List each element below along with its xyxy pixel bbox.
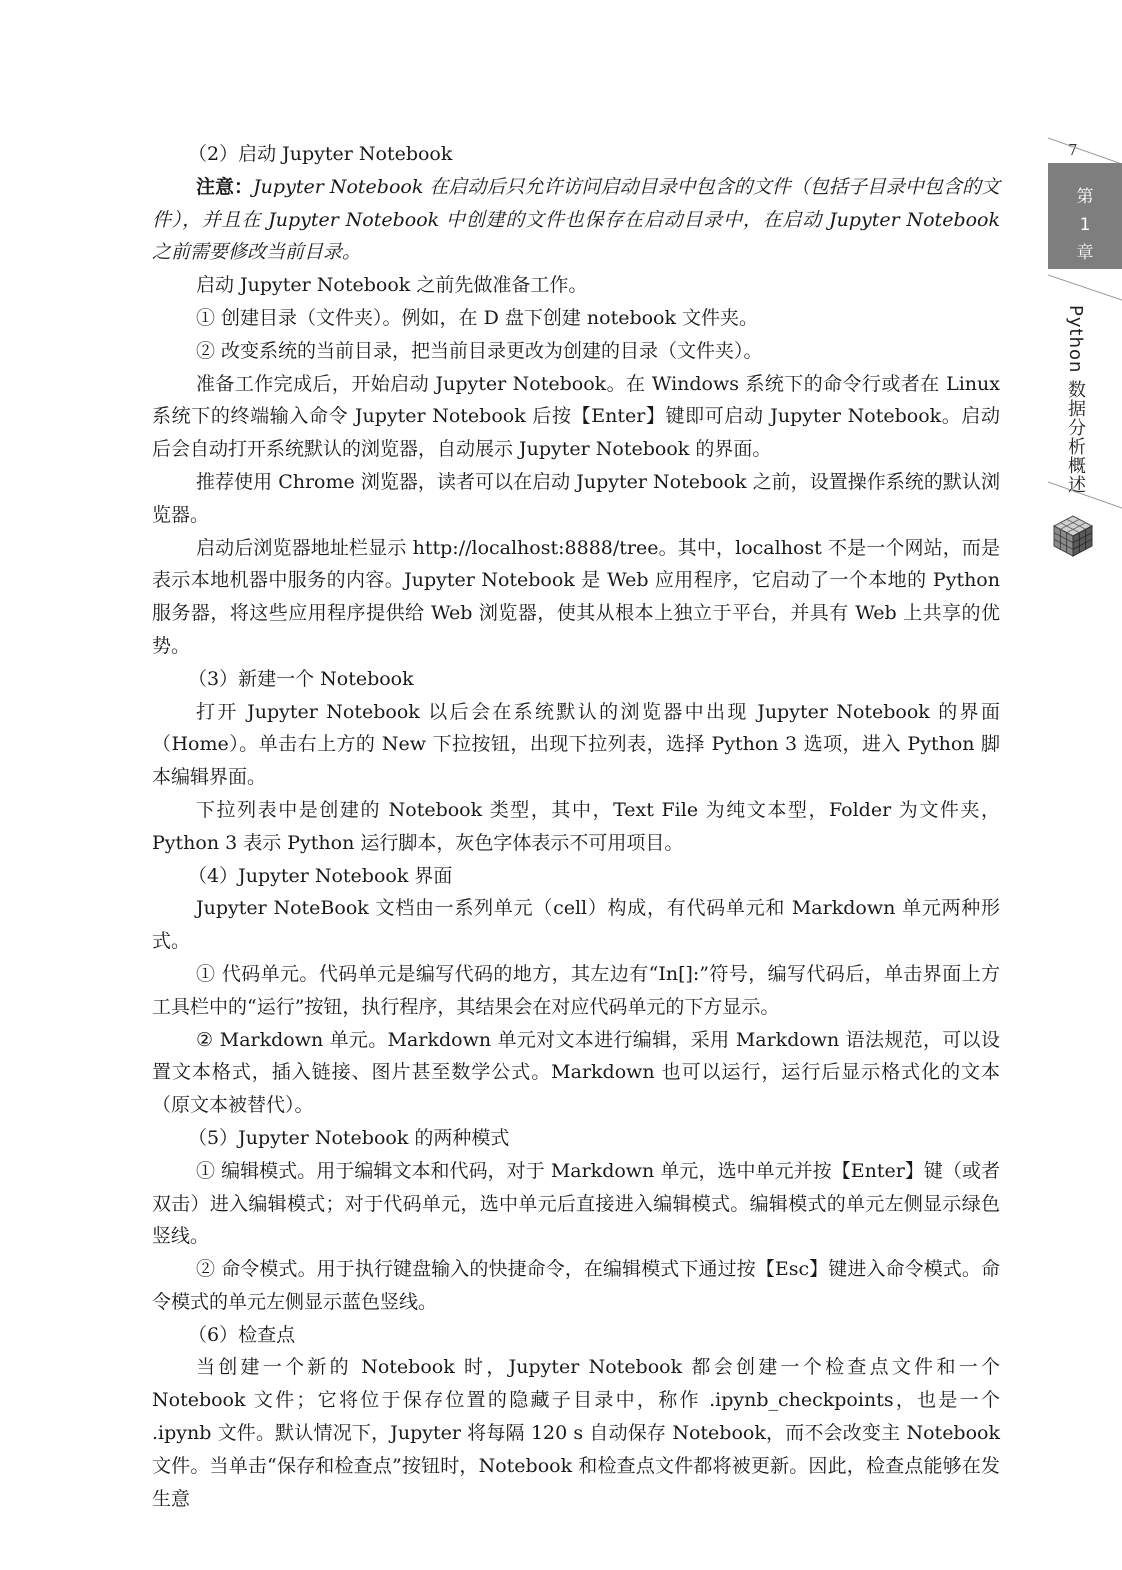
cube-logo-icon <box>1050 512 1096 558</box>
paragraph: 启动后浏览器地址栏显示 http://localhost:8888/tree。其中，localhost 不是一个网站，而是表示本地机器中服务的内容。Jupyter Notebook 是 Web 应用程序，它启动了一个本地的 Python 服务器，将这些应用程序提供给 Web 浏览器，使其从根本上独立于平台，并具有 Web 上共享的优势。 <box>152 536 1000 657</box>
list-item: ① 创建目录（文件夹）。例如，在 D 盘下创建 notebook 文件夹。 <box>196 306 759 329</box>
note-label: 注意： <box>196 175 254 198</box>
paragraph: 推荐使用 Chrome 浏览器，读者可以在启动 Jupyter Notebook 之前，设置操作系统的默认浏览器。 <box>152 470 1000 526</box>
list-item: ② 命令模式。用于执行键盘输入的快捷命令，在编辑模式下通过按【Esc】键进入命令模式。命令模式的单元左侧显示蓝色竖线。 <box>152 1258 1000 1313</box>
section-heading: （2）启动 Jupyter Notebook <box>188 143 453 165</box>
paragraph: 打开 Jupyter Notebook 以后会在系统默认的浏览器中出现 Jupyter Notebook 的界面（Home）。单击右上方的 New 下拉按钮，出现下拉列表，选择 Python 3 选项，进入 Python 脚本编辑界面。 <box>152 700 1000 789</box>
paragraph: 准备工作完成后，开始启动 Jupyter Notebook。在 Windows 系统下的命令行或者在 Linux 系统下的终端输入命令 Jupyter Notebook 后按【Enter】键即可启动 Jupyter Notebook。启动后会自动打开系统默认的浏览器，自动展示 Jupyter Notebook 的界面。 <box>152 372 1000 461</box>
chapter-tab-line: 第 <box>1076 187 1094 207</box>
note-paragraph <box>152 171 1000 269</box>
chapter-tab <box>1048 163 1122 269</box>
paragraph: 下拉列表中是创建的 Notebook 类型，其中，Text File 为纯文本型，Folder 为文件夹，Python 3 表示 Python 运行脚本，灰色字体表示不可用项目。 <box>152 798 1000 854</box>
list-item: ② Markdown 单元。Markdown 单元对文本进行编辑，采用 Markdown 语法规范，可以设置文本格式，插入链接、图片甚至数学公式。Markdown 也可以运行，运行后显示格式化的文本（原文本被替代）。 <box>152 1028 1000 1117</box>
list-item: ② 改变系统的当前目录，把当前目录更改为创建的目录（文件夹）。 <box>196 339 763 362</box>
paragraph: Jupyter NoteBook 文档由一系列单元（cell）构成，有代码单元和 Markdown 单元两种形式。 <box>152 897 1000 953</box>
chapter-title: Python 数据分析概述 <box>1065 305 1086 495</box>
paragraph: 启动 Jupyter Notebook 之前先做准备工作。 <box>196 274 588 297</box>
chapter-tab-line: 章 <box>1076 243 1094 263</box>
note-text: Jupyter Notebook 在启动后只允许访问启动目录中包含的文件（包括子目录中包含的文件），并且在 Jupyter Notebook 中创建的文件也保存在启动目录中，在启动 Jupyter Notebook 之前需要修改当前目录。 <box>152 175 1000 264</box>
page-body <box>152 138 1000 1515</box>
section-heading: （3）新建一个 Notebook <box>188 667 414 690</box>
chapter-tab-number: 1 <box>1079 215 1091 235</box>
page-number: 7 <box>1068 141 1078 159</box>
list-item: ① 编辑模式。用于编辑文本和代码，对于 Markdown 单元，选中单元并按【Enter】键（或者双击）进入编辑模式；对于代码单元，选中单元后直接进入编辑模式。编辑模式的单元左侧显示绿色竖线。 <box>152 1159 1000 1248</box>
section-heading: （5）Jupyter Notebook 的两种模式 <box>188 1126 510 1149</box>
section-heading: （4）Jupyter Notebook 界面 <box>188 864 453 887</box>
section-heading: （6）检查点 <box>188 1323 296 1346</box>
paragraph: 当创建一个新的 Notebook 时，Jupyter Notebook 都会创建一个检查点文件和一个 Notebook 文件；它将位于保存位置的隐藏子目录中，称作 .ipynb_checkpoints，也是一个 .ipynb 文件。默认情况下，Jupyter 将每隔 120 s 自动保存 Notebook，而不会改变主 Notebook 文件。当单击“保存和检查点”按钮时，Notebook 和检查点文件都将被更新。因此，检查点能够在发生意 <box>152 1356 1000 1510</box>
list-item: ① 代码单元。代码单元是编写代码的地方，其左边有“In[]:”符号，编写代码后，单击界面上方工具栏中的“运行”按钮，执行程序，其结果会在对应代码单元的下方显示。 <box>152 962 1000 1018</box>
